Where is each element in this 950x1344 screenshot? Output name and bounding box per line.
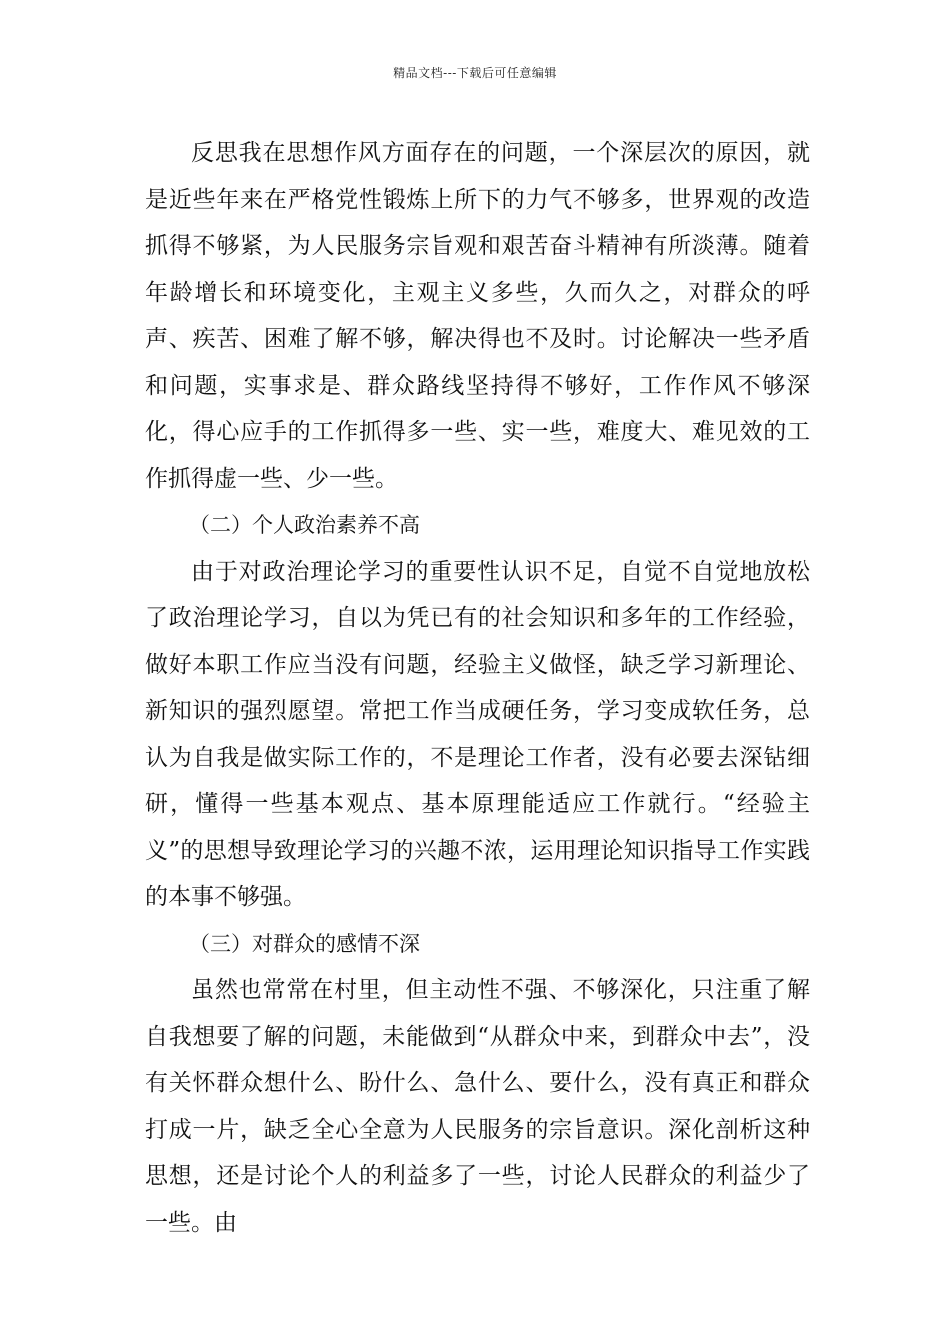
- section-heading-feelings-for-masses: （三）对群众的感情不深: [189, 931, 420, 956]
- section-heading-political-literacy: （二）个人政治素养不高: [189, 513, 420, 537]
- page-header: 精品文档---下载后可任意编辑: [393, 66, 557, 80]
- paragraph-feelings-for-masses: 虽然也常常在村里，但主动性不强、不够深化，只注重了解自我想要了解的问题，未能做到“从群众中来，到群众中去”，没有关怀群众想什么、盼什么、急什么、要什么，没有真正和群众打成一片，缺乏全心全意为人民服务的宗旨意识。深化剖析这种思想，还是讨论个人的利益多了一些，讨论人民群众的利益少了一些。由: [145, 977, 810, 1236]
- paragraph-political-literacy: 由于对政治理论学习的重要性认识不足，自觉不自觉地放松了政治理论学习，自以为凭已有的社会知识和多年的工作经验，做好本职工作应当没有问题，经验主义做怪，缺乏学习新理论、新知识的强烈愿望。常把工作当成硬任务，学习变成软任务，总认为自我是做实际工作的，不是理论工作者，没有必要去深钻细研，懂得一些基本观点、基本原理能适应工作就行。“经验主义”的思想导致理论学习的兴趣不浓，运用理论知识指导工作实践的本事不够强。: [145, 558, 810, 910]
- paragraph-reflection: 反思我在思想作风方面存在的问题，一个深层次的原因，就是近些年来在严格党性锻炼上所下的力气不够多，世界观的改造抓得不够紧，为人民服务宗旨观和艰苦奋斗精神有所淡薄。随着年龄增长和环境变化，主观主义多些，久而久之，对群众的呼声、疾苦、困难了解不够，解决得也不及时。讨论解决一些矛盾和问题，实事求是、群众路线坚持得不够好，工作作风不够深化，得心应手的工作抓得多一些、实一些，难度大、难见效的工作抓得虚一些、少一些。: [145, 140, 810, 492]
- document-body: [145, 130, 810, 1246]
